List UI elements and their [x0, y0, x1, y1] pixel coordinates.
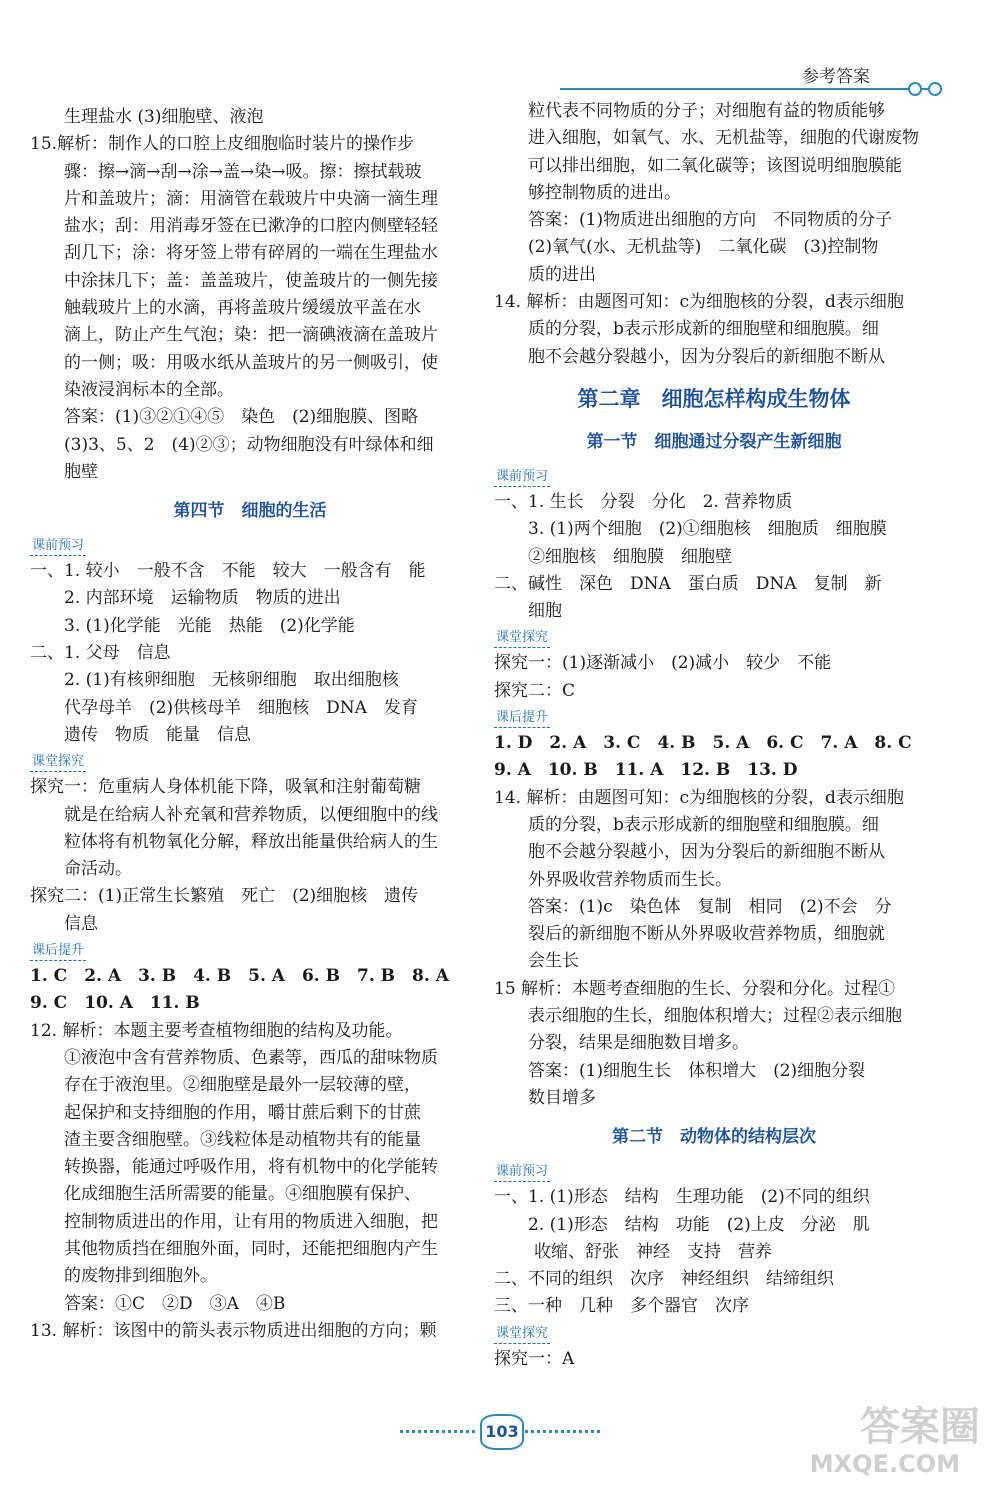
- answer-line: (3)3、5、2 (4)②③；动物细胞没有叶绿体和细: [64, 434, 434, 455]
- section-tag: 课前预习: [494, 468, 550, 487]
- answer-line: 裂后的新细胞不断从外界吸收营养物质，细胞就: [528, 924, 885, 945]
- text-line: 染液浸润标本的全部。: [64, 379, 234, 400]
- text-line: 信息: [64, 913, 98, 934]
- text-line: 命活动。: [64, 859, 132, 880]
- answer-line: 答案：(1)细胞生长 体积增大 (2)细胞分裂: [528, 1060, 866, 1081]
- text-line: 质的分裂，b表示形成新的细胞壁和细胞膜。细: [528, 319, 879, 340]
- text-line: 3. (1)化学能 光能 热能 (2)化学能: [64, 615, 355, 636]
- text-line: 转换器，能通过呼吸作用，将有机物中的化学能转: [64, 1157, 438, 1178]
- text-line: 骤：擦→滴→刮→涂→盖→染→吸。擦：擦拭载玻: [64, 161, 422, 182]
- answer-line: 答案：(1)c 染色体 复制 相同 (2)不会 分: [528, 896, 892, 917]
- section-tag: 课堂探究: [30, 753, 86, 772]
- dotted-rule: [400, 1430, 475, 1433]
- section-title: 第一节 细胞通过分裂产生新细胞: [586, 431, 842, 452]
- text-line: 渣主要含细胞壁。③线粒体是动植物共有的能量: [64, 1129, 421, 1150]
- left-column: [30, 104, 470, 1345]
- answer-key-line: 1. C 2. A 3. B 4. B 5. A 6. B 7. B 8. A: [30, 966, 449, 987]
- text-line: 代孕母羊 (2)供核母羊 细胞核 DNA 发育: [64, 697, 418, 718]
- section-tag: 课堂探究: [494, 629, 550, 648]
- text-line: 外界吸收营养物质而生长。: [528, 869, 732, 890]
- header-rule: [560, 88, 935, 90]
- text-line: 进入细胞，如氧气、水、无机盐等，细胞的代谢废物: [528, 128, 919, 149]
- answer-key-line: 9. C 10. A 11. B: [30, 993, 200, 1014]
- answer-line: 答案：(1)③②①④⑤ 染色 (2)细胞膜、图略: [64, 407, 419, 428]
- text-line: 其他物质挡在细胞外面，同时，还能把细胞内产生: [64, 1238, 438, 1259]
- text-line: 就是在给病人补充氧和营养物质，以便细胞中的线: [64, 804, 438, 825]
- answer-line: 答案：(1)物质进出细胞的方向 不同物质的分子: [528, 210, 893, 231]
- header-dot: [928, 82, 942, 96]
- text-line: 粒代表不同物质的分子；对细胞有益的物质能够: [528, 101, 885, 121]
- text-line: ①液泡中含有营养物质、色素等，西瓜的甜味物质: [64, 1047, 438, 1068]
- answer-line: 会生长: [528, 951, 579, 972]
- text-line: 二、碱性 深色 DNA 蛋白质 DNA 复制 新: [494, 573, 882, 594]
- question-12: 12. 解析：本题主要考查植物细胞的结构及功能。: [30, 1020, 403, 1041]
- text-line: 遗传 物质 能量 信息: [64, 724, 251, 745]
- text-line: 一、1. 较小 一般不含 不能 较大 一般含有 能: [30, 561, 426, 582]
- page-header: [0, 0, 1000, 110]
- text-line: 胞不会越分裂越小，因为分裂后的新细胞不断从: [528, 842, 885, 863]
- text-line: ②细胞核 细胞膜 细胞壁: [528, 546, 732, 567]
- right-column: [494, 98, 934, 1373]
- text-line: 化成细胞生活所需要的能量。④细胞膜有保护、: [64, 1184, 421, 1205]
- text-line: 存在于液泡里。②细胞壁是最外一层较薄的壁，: [64, 1075, 421, 1096]
- watermark-url: MXQE.COM: [809, 1450, 960, 1478]
- section-tag: 课后提升: [494, 709, 550, 728]
- question-14: 14. 解析：由题图可知：c为细胞核的分裂，d表示细胞: [494, 292, 904, 313]
- text-line: 表示细胞的生长，细胞体积增大；过程②表示细胞: [528, 1006, 902, 1027]
- section-title: 第四节 细胞的生活: [173, 501, 327, 522]
- text-line: 二、不同的组织 次序 神经组织 结缔组织: [494, 1269, 834, 1290]
- text-line: 可以排出细胞，如二氧化碳等；该图说明细胞膜能: [528, 155, 902, 176]
- question-14: 14. 解析：由题图可知：c为细胞核的分裂，d表示细胞: [494, 787, 904, 808]
- text-line: 三、一种 几种 多个器官 次序: [494, 1296, 749, 1317]
- text-line: 的废物排到细胞外。: [64, 1266, 217, 1287]
- text-line: 质的分裂，b表示形成新的细胞壁和细胞膜。细: [528, 814, 879, 835]
- text-line: 刮几下；涂：将牙签上带有碎屑的一端在生理盐水: [64, 243, 438, 264]
- text-line: 的一侧；吸：用吸水纸从盖玻片的另一侧吸引，使: [64, 352, 438, 373]
- text-line: 中涂抹几下；盖：盖盖玻片，使盖玻片的一侧先接: [64, 270, 438, 291]
- section-tag: 课前预习: [494, 1163, 550, 1182]
- section-tag: 课堂探究: [494, 1325, 550, 1344]
- text-line: 细胞: [528, 601, 562, 622]
- header-dot: [908, 82, 922, 96]
- text-line: 二、1. 父母 信息: [30, 643, 171, 664]
- text-line: 探究一：危重病人身体机能下降，吸氧和注射葡萄糖: [30, 777, 421, 798]
- text-line: 2. (1)形态 结构 功能 (2)上皮 分泌 肌: [528, 1214, 870, 1235]
- text-line: 控制物质进出的作用，让有用的物质进入细胞，把: [64, 1211, 438, 1232]
- page-number-badge: [400, 1410, 600, 1450]
- text-line: 一、1. 生长 分裂 分化 2. 营养物质: [494, 491, 793, 512]
- text-line: 够控制物质的进出。: [528, 182, 681, 203]
- question-13: 13. 解析：该图中的箭头表示物质进出细胞的方向；颗: [30, 1320, 437, 1341]
- answer-line: 质的进出: [528, 264, 596, 285]
- answer-key-line: 9. A 10. B 11. A 12. B 13. D: [494, 760, 798, 781]
- text-line: 触载玻片上的水滴，再将盖玻片缓缓放平盖在水: [64, 298, 421, 319]
- answer-line: 答案：①C ②D ③A ④B: [64, 1293, 286, 1314]
- answer-line: 数目增多: [528, 1087, 596, 1108]
- text-line: 起保护和支持细胞的作用，嚼甘蔗后剩下的甘蔗: [64, 1102, 421, 1123]
- text-line: 一、1. (1)形态 结构 生理功能 (2)不同的组织: [494, 1187, 870, 1208]
- dotted-rule: [525, 1430, 600, 1433]
- text-line: 收缩、舒张 神经 支持 营养: [534, 1241, 772, 1262]
- header-title: 参考答案: [802, 67, 870, 87]
- text-line: 盐水；刮：用消毒牙签在已漱净的口腔内侧壁轻轻: [64, 216, 438, 237]
- text-line: 探究一：A: [494, 1348, 575, 1369]
- text-line: 探究一：(1)逐渐减小 (2)减小 较少 不能: [494, 653, 832, 674]
- question-15: 15 解析：本题考查细胞的生长、分裂和分化。过程①: [494, 978, 896, 999]
- text-line: 滴上，防止产生气泡；染：把一滴碘液滴在盖玻片: [64, 325, 438, 346]
- watermark-logo: 答案圈: [860, 1404, 980, 1450]
- section-tag: 课后提升: [30, 942, 86, 961]
- answer-key-line: 1. D 2. A 3. C 4. B 5. A 6. C 7. A 8. C: [494, 733, 912, 754]
- text-line: 3. (1)两个细胞 (2)①细胞核 细胞质 细胞膜: [528, 519, 887, 540]
- question-15: 15.解析：制作人的口腔上皮细胞临时装片的操作步: [30, 134, 415, 155]
- text-line: 分裂，结果是细胞数目增多。: [528, 1033, 749, 1054]
- section-tag: 课前预习: [30, 537, 86, 556]
- text-line: 2. 内部环境 运输物质 物质的进出: [64, 588, 341, 609]
- page-number: 103: [480, 1414, 524, 1450]
- section-title: 第二节 动物体的结构层次: [612, 1127, 816, 1148]
- chapter-title: 第二章 细胞怎样构成生物体: [577, 386, 851, 411]
- text-line: 粒体将有机物氧化分解，释放出能量供给病人的生: [64, 831, 438, 852]
- text-line: 生理盐水 (3)细胞壁、液泡: [64, 107, 264, 127]
- text-line: 探究二：C: [494, 680, 576, 701]
- text-line: 片和盖玻片；滴：用滴管在载玻片中央滴一滴生理: [64, 188, 438, 209]
- answer-line: 胞壁: [64, 461, 98, 482]
- text-line: 探究二：(1)正常生长繁殖 死亡 (2)细胞核 遗传: [30, 886, 419, 907]
- text-line: 胞不会越分裂越小，因为分裂后的新细胞不断从: [528, 346, 885, 367]
- text-line: 2. (1)有核卵细胞 无核卵细胞 取出细胞核: [64, 670, 399, 691]
- answer-line: (2)氧气(水、无机盐等) 二氧化碳 (3)控制物: [528, 237, 879, 258]
